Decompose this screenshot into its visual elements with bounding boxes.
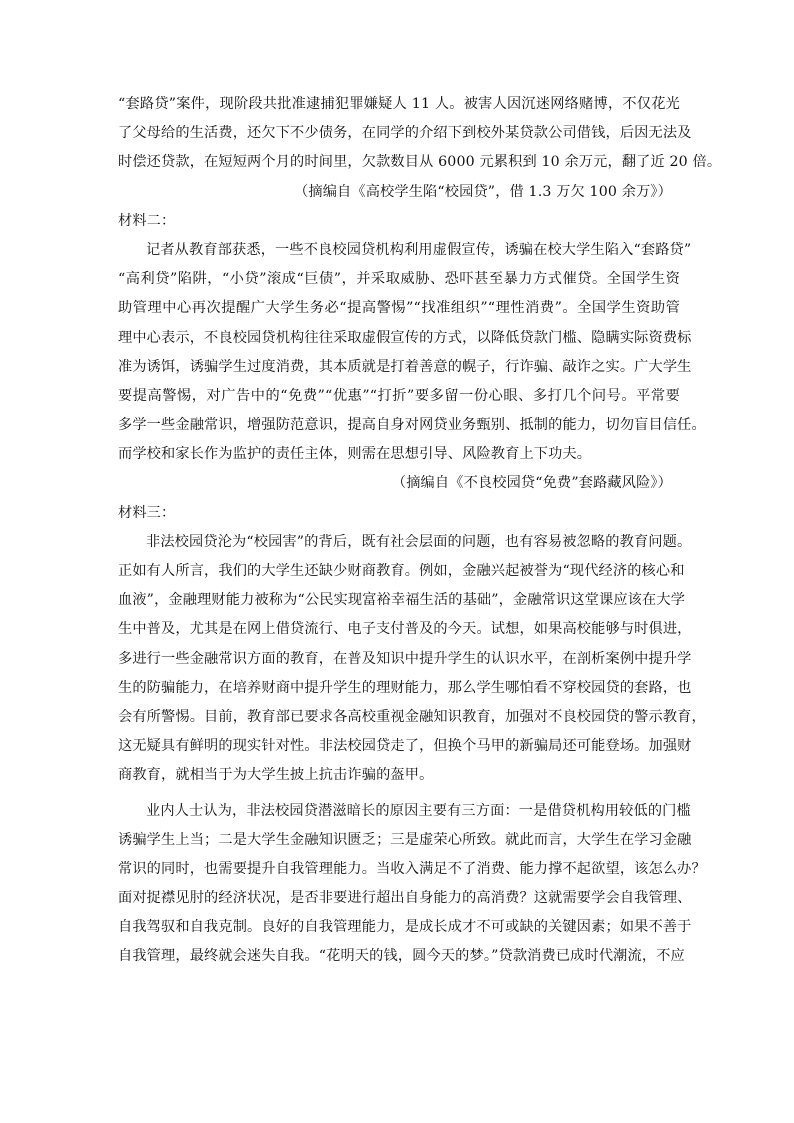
source-citation-two: （摘编自《不良校园贷“免费”套路藏风险》） [391, 475, 672, 492]
text-line: “高利贷”陷阱，“小贷”滚成“巨债”，并采取威胁、恐吓甚至暴力方式催贷。全国学生资 [118, 271, 680, 288]
source-citation-one: （摘编自《高校学生陷“校园贷”，借 1.3 万欠 100 余万》） [294, 183, 672, 200]
material-two-body [118, 236, 706, 470]
text-line: 自我驾驭和自我克制。良好的自我管理能力，是成长成才不可或缺的关键因素；如果不善于 [118, 919, 692, 936]
text-line: 了父母给的生活费，还欠下不少债务，在同学的介绍下到校外某贷款公司借钱，后因无法及 [118, 125, 692, 142]
text-line: 非法校园贷沦为“校园害”的背后，既有社会层面的问题，也有容易被忽略的教育问题。 [146, 533, 692, 550]
text-line: 准为诱饵，诱骗学生过度消费，其本质就是打着善意的幌子，行诈骗、敲诈之实。广大学生 [118, 358, 692, 375]
material-three-label: 材料三： [118, 504, 176, 521]
text-line: 理中心表示，不良校园贷机构往往采取虚假宣传的方式，以降低贷款门槛、隐瞒实际资费标 [118, 329, 692, 346]
text-line: 诱骗学生上当；二是大学生金融知识匮乏；三是虚荣心所致。就此而言，大学生在学习金融 [118, 831, 692, 848]
text-line: 面对捉襟见肘的经济状况，是否非要进行超出自身能力的高消费？这就需要学会自我管理、 [118, 890, 692, 907]
text-line: 这无疑具有鲜明的现实针对性。非法校园贷走了，但换个马甲的新骗局还可能登场。加强财 [118, 738, 692, 755]
material-two-label: 材料二： [118, 212, 176, 229]
text-line: 常识的同时，也需要提升自我管理能力。当收入满足不了消费、能力撑不起欲望，该怎么办？ [118, 860, 706, 877]
text-line: 正如有人所言，我们的大学生还缺少财商教育。例如，金融兴起被誉为“现代经济的核心和 [118, 563, 685, 579]
text-line: “套路贷”案件，现阶段共批准逮捕犯罪嫌疑人 11 人。被害人因沉迷网络赌博，不仅花光 [118, 96, 680, 112]
text-line: 会有所警惕。目前，教育部已要求各高校重视金融知识教育，加强对不良校园贷的警示教育， [118, 708, 706, 725]
text-line: 生的防骗能力，在培养财商中提升学生的理财能力，那么学生哪怕看不穿校园贷的套路，也 [118, 679, 692, 696]
text-line: 多学一些金融常识，增强防范意识，提高自身对网贷业务甄别、抵制的能力，切勿盲目信任。 [118, 417, 706, 434]
text-line: 血液”，金融理财能力被称为“公民实现富裕幸福生活的基础”，金融常识这堂课应该在大学 [118, 592, 686, 609]
text-line: 而学校和家长作为监护的责任主体，则需在思想引导、风险教育上下功夫。 [118, 446, 592, 463]
document-page [118, 90, 722, 972]
text-line: 生中普及，尤其是在网上借贷流行、电子支付普及的今天。试想，如果高校能够与时俱进， [118, 621, 692, 638]
text-line: 商教育，就相当于为大学生披上抗击诈骗的盔甲。 [118, 767, 434, 784]
text-line: 时偿还贷款，在短短两个月的时间里，欠款数目从 6000 元累积到 10 余万元，翻了近 20 倍。 [118, 154, 722, 171]
text-line: 自我管理，最终就会迷失自我。“花明天的钱，圆今天的梦。”贷款消费已成时代潮流，不应 [118, 948, 685, 965]
text-line: 业内人士认为，非法校园贷潜滋暗长的原因主要有三方面：一是借贷机构用较低的门槛 [146, 802, 691, 819]
material-one-tail [118, 90, 722, 178]
text-line: 助管理中心再次提醒广大学生务必“提高警惕”“找准组织”“理性消费”。全国学生资助管 [118, 300, 680, 317]
material-three-paragraph-two [118, 797, 706, 972]
text-line: 记者从教育部获悉，一些不良校园贷机构利用虚假宣传，诱骗在校大学生陷入“套路贷” [146, 241, 692, 258]
text-line: 要提高警惕，对广告中的“免费”“优惠”“打折”要多留一份心眼、多打几个问号。平常要 [118, 387, 680, 404]
material-three-paragraph-one [118, 528, 706, 791]
text-line: 多进行一些金融常识方面的教育，在普及知识中提升学生的认识水平，在剖析案例中提升学 [118, 650, 692, 667]
